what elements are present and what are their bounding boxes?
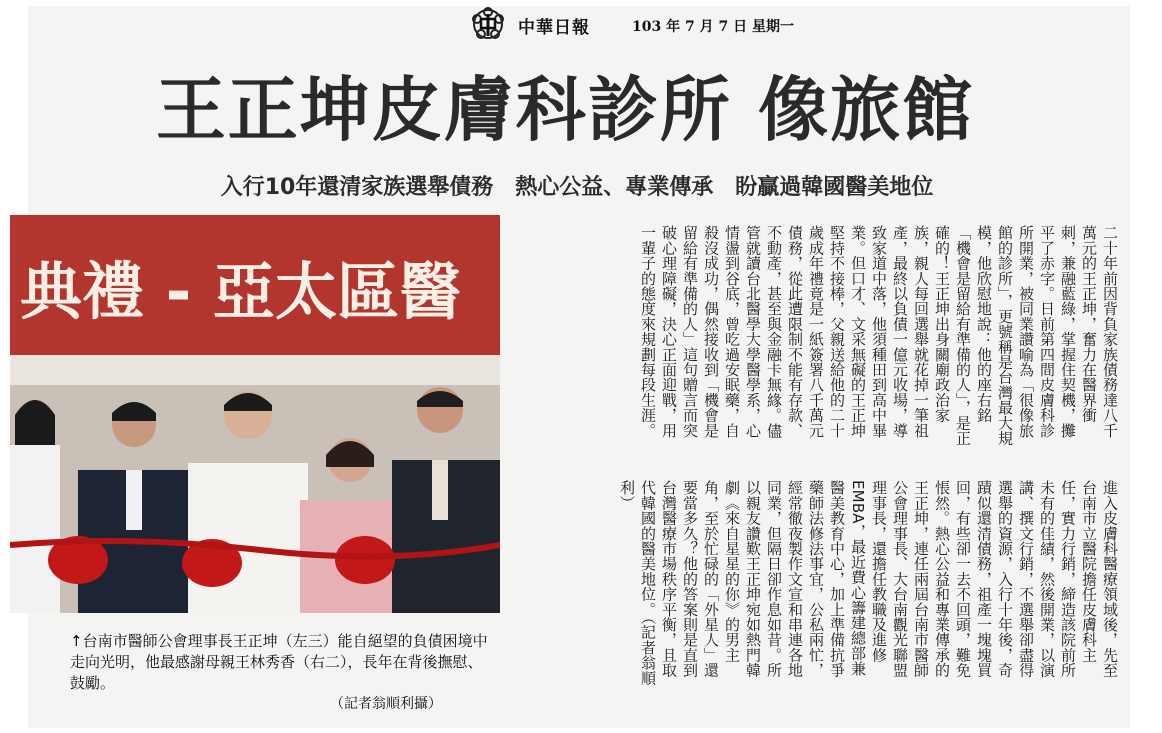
photo-caption: ↑台南市醫師公會理事長王正坤（左三）能自絕望的負債困境中走向光明，他最感謝母親王林秀香（右二），長年在背後撫慰、鼓勵。 bbox=[70, 632, 488, 692]
photo-credit: （記者翁順利攝） bbox=[330, 696, 442, 712]
news-photo bbox=[10, 215, 500, 613]
newspaper-name: 中華日報 bbox=[518, 18, 590, 38]
newspaper-logo-icon bbox=[468, 6, 508, 42]
masthead bbox=[462, 4, 882, 44]
article-body-lower: 進入皮膚科醫療領域後，先至台南市立醫院擔任皮膚科主任，實力行銷，締造該院前所未有的佳績，然後開業，以演講、撰文行銷，不選舉卻盡得選舉的資源，入行十年後，奇蹟似還清債務，祖產一塊塊買回，有些卻一去不回頭，難免悵然。熱心公益和專業傳承的王正坤，連任兩屆台南市醫師公會理事長、大台南觀光聯盟理事長，還擔任教職及進修EMBA，最近費心籌建總部兼醫美教育中心，加上準備抗爭藥師法修法事宜，公私兩忙，經常徹夜製作文宣和串連各地同業，但隔日卻作息如昔。所以親友讚歎王正坤宛如熱門韓劇《來自星星的你》的男主角，至於忙碌的「外星人」還要當多久？他的答案則是直到台灣醫療市場秩序平衡，且取代韓國的醫美地位。（記者翁順利） bbox=[618, 480, 1119, 686]
article-body-upper: 二十年前因背負家族債務達八千萬元的王正坤，奮力在醫界衝刺，兼融藍綠，掌握住契機，攤平了赤字。日前第四間皮膚科診所開業，被同業讚喻為「很像旅館的診所」，更號稱是台灣最大規模，他欣慰地說：他的座右銘「機會是留給有準備的人」，是正確的！王正坤出身關廟政治家族，親人每回選舉就花掉一筆祖產，最終以負債一億元收場，導致家道中落，他須種田到高中畢業。但口才、文采無礙的王正坤堅持不接棒，父親送給他的二十歲成年禮竟是一紙簽署八千萬元債務，從此遭限制不能有存款、不動產，甚至與金融卡無緣。儘管就讀台北醫學大學醫學系，心情盪到谷底，曾吃過安眠藥，自殺沒成功，偶然接收到「機會是留給有準備的人」這句贈言而突破心理障礙，決心正面迎戰，用一輩子的態度來規劃每段生涯。 bbox=[639, 225, 1119, 446]
banner-text: 典禮 - 亞太區醫 bbox=[20, 255, 461, 328]
headline: 王正坤皮膚科診所 像旅館 bbox=[155, 69, 975, 151]
publication-date: 103 年 7 月 7 日 星期一 bbox=[632, 19, 794, 35]
person-far-left bbox=[10, 400, 60, 613]
subheadline: 入行10年還清家族選舉債務 熱心公益、專業傳承 盼贏過韓國醫美地位 bbox=[220, 175, 934, 200]
